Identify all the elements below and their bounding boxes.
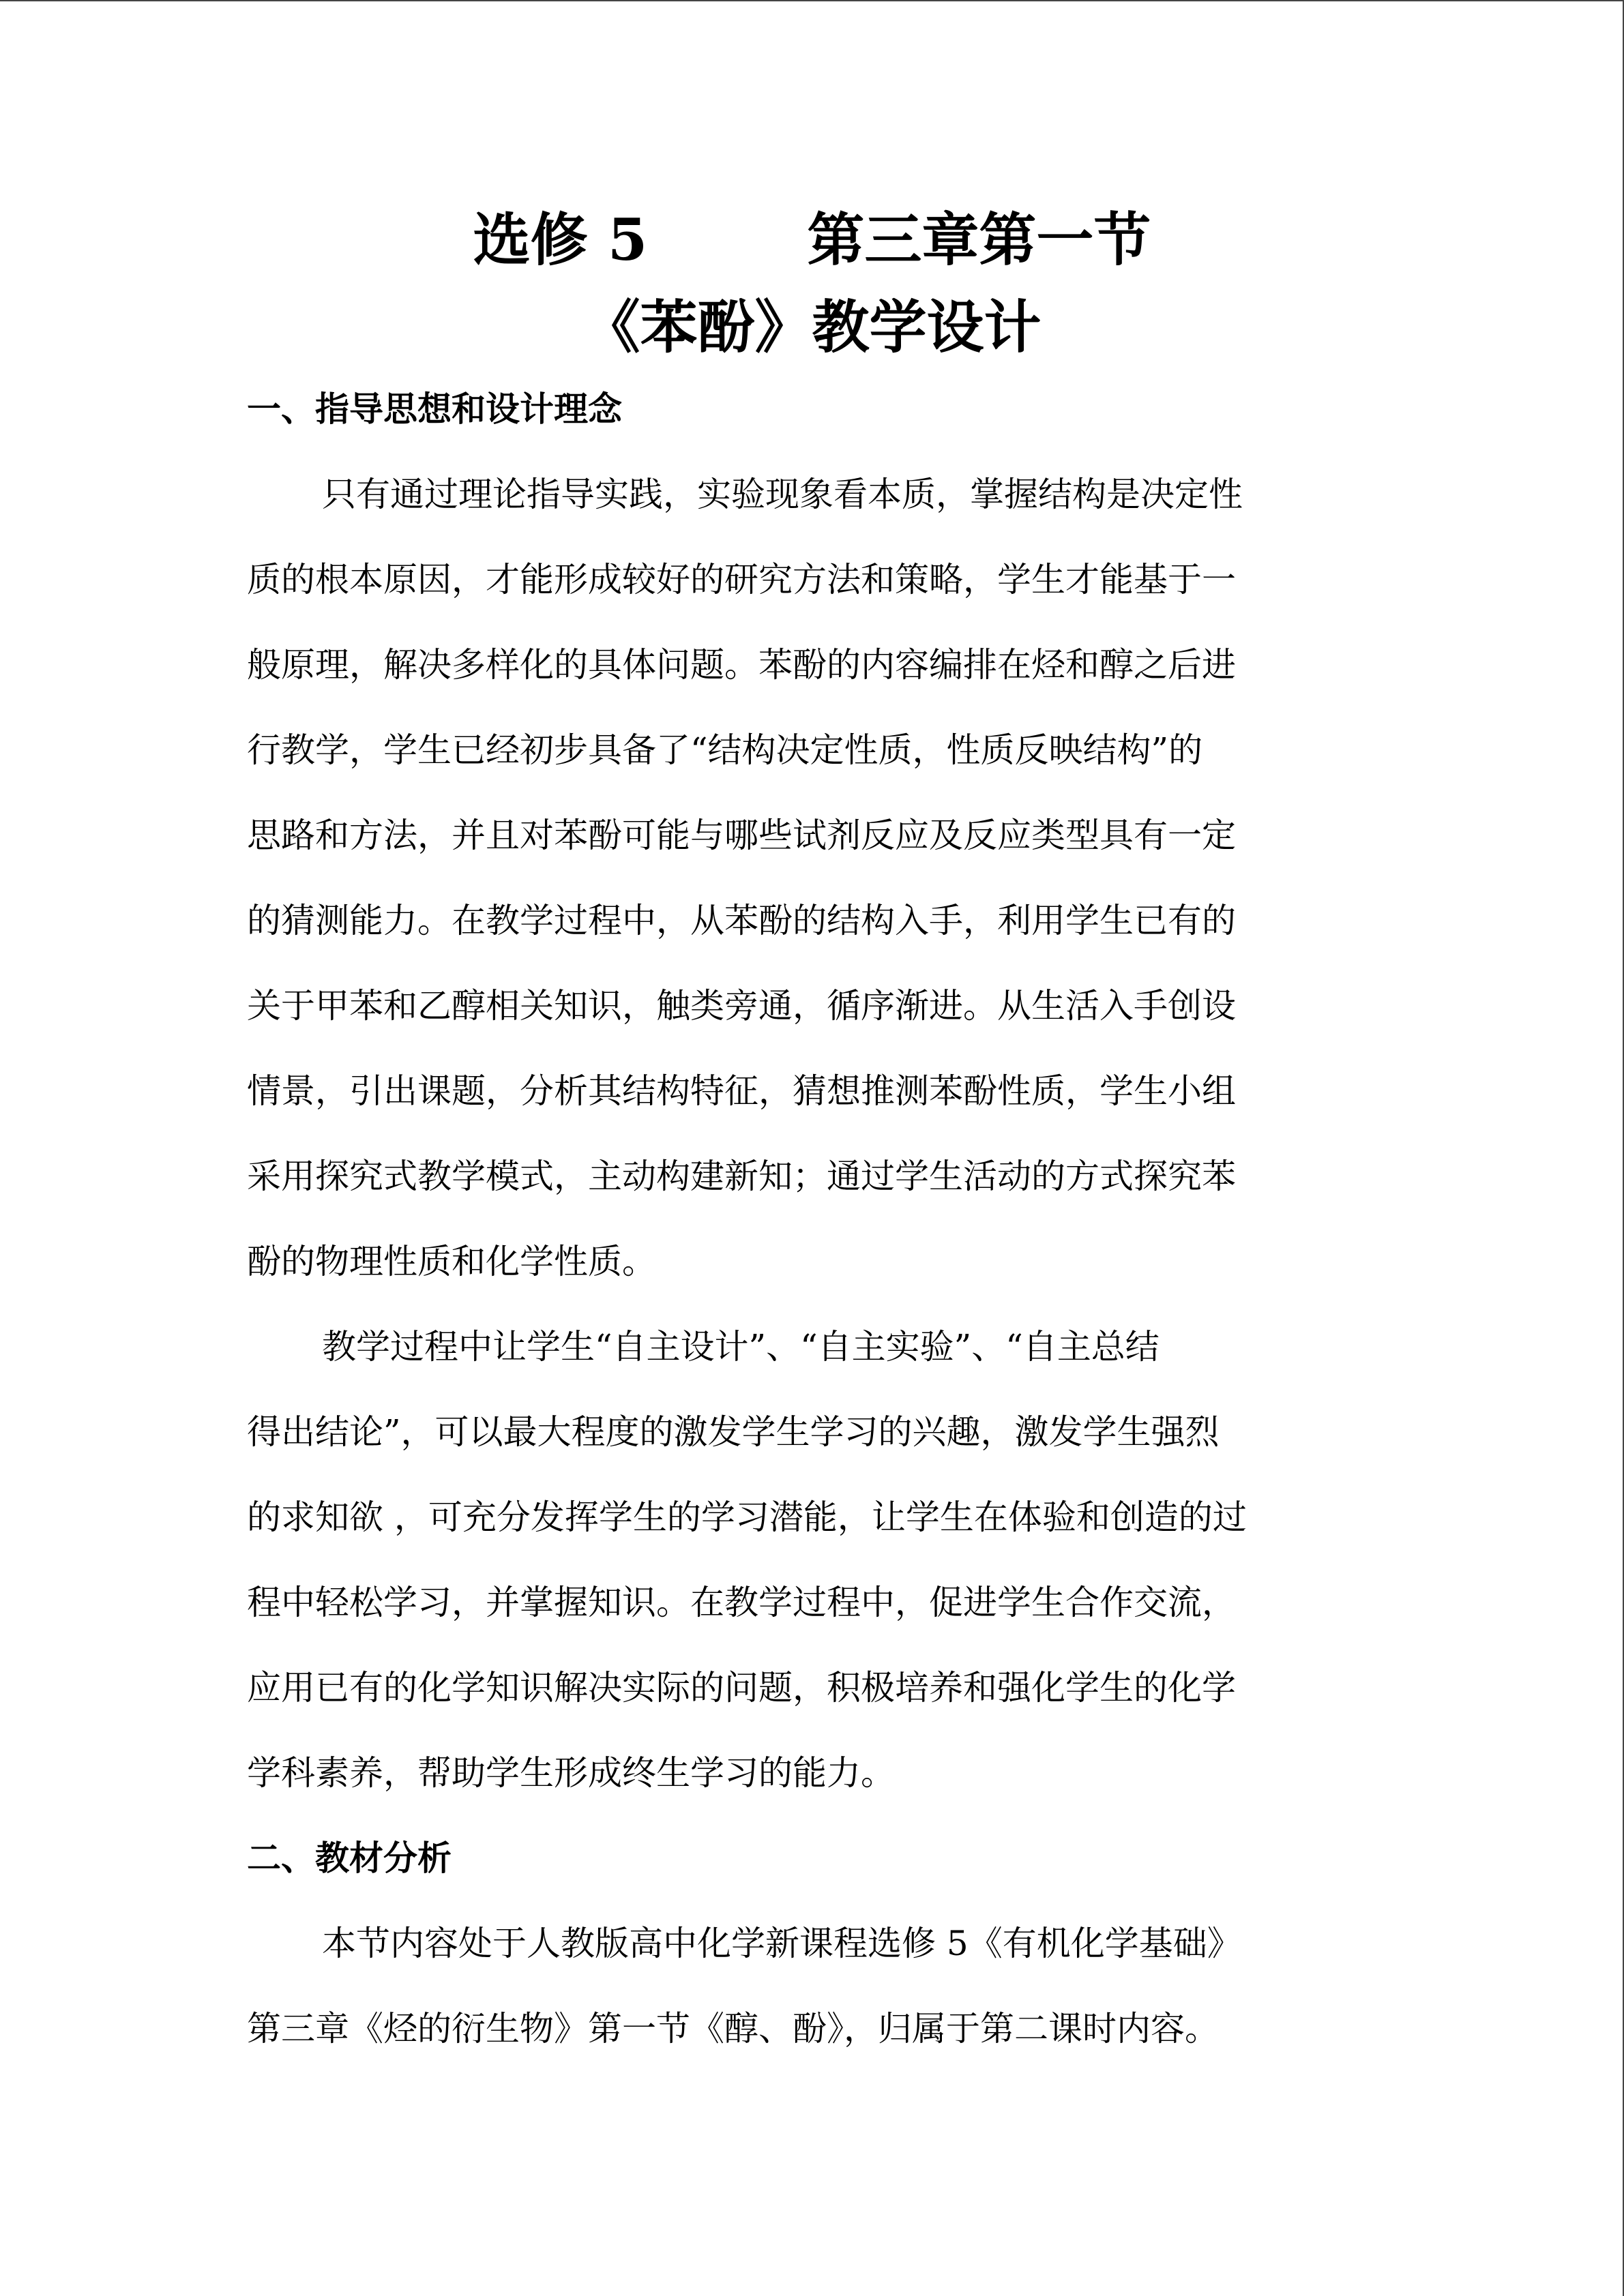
- paragraph-line: 应用已有的化学知识解决实际的问题，积极培养和强化学生的化学: [247, 1668, 1236, 1708]
- paragraph-line: 质的根本原因，才能形成较好的研究方法和策略，学生才能基于一: [247, 560, 1236, 599]
- section-heading-guiding-ideas: 一、指导思想和设计理念: [247, 389, 622, 429]
- paragraph-line: 般原理，解决多样化的具体问题。苯酚的内容编排在烃和醇之后进: [247, 645, 1236, 685]
- paragraph-line: 本节内容处于人教版高中化学新课程选修 5《有机化学基础》: [322, 1924, 1241, 1963]
- paragraph-line: 程中轻松学习，并掌握知识。在教学过程中，促进学生合作交流，: [247, 1583, 1236, 1622]
- paragraph-line: 行教学，学生已经初步具备了“结构决定性质，性质反映结构”的: [247, 730, 1203, 770]
- paragraph-line: 酚的物理性质和化学性质。: [247, 1242, 656, 1281]
- document-title-line-2: 《苯酚》教学设计: [582, 293, 1042, 361]
- paragraph-line: 采用探究式教学模式，主动构建新知；通过学生活动的方式探究苯: [247, 1157, 1236, 1196]
- document-title-line-1: 选修 5 第三章第一节: [473, 206, 1151, 273]
- paragraph-line: 学科素养，帮助学生形成终生学习的能力。: [247, 1753, 895, 1793]
- paragraph-line: 得出结论”，可以最大程度的激发学生学习的兴趣，激发学生强烈: [247, 1412, 1220, 1452]
- paragraph-line: 教学过程中让学生“自主设计”、“自主实验”、“自主总结: [322, 1327, 1160, 1367]
- paragraph-line: 思路和方法，并且对苯酚可能与哪些试剂反应及反应类型具有一定: [247, 816, 1236, 855]
- section-heading-textbook-analysis: 二、教材分析: [247, 1838, 452, 1878]
- paragraph-line: 情景，引出课题，分析其结构特征，猜想推测苯酚性质，学生小组: [247, 1071, 1236, 1111]
- paragraph-line: 的求知欲 ，可充分发挥学生的学习潜能，让学生在体验和创造的过: [247, 1497, 1247, 1537]
- paragraph-line: 关于甲苯和乙醇相关知识，触类旁通，循序渐进。从生活入手创设: [247, 986, 1236, 1026]
- paragraph-line: 的猜测能力。在教学过程中，从苯酚的结构入手，利用学生已有的: [247, 901, 1236, 940]
- paragraph-line: 第三章《烃的衍生物》第一节《醇、酚》，归属于第二课时内容。: [247, 2009, 1219, 2048]
- paragraph-line: 只有通过理论指导实践，实验现象看本质，掌握结构是决定性: [322, 475, 1243, 514]
